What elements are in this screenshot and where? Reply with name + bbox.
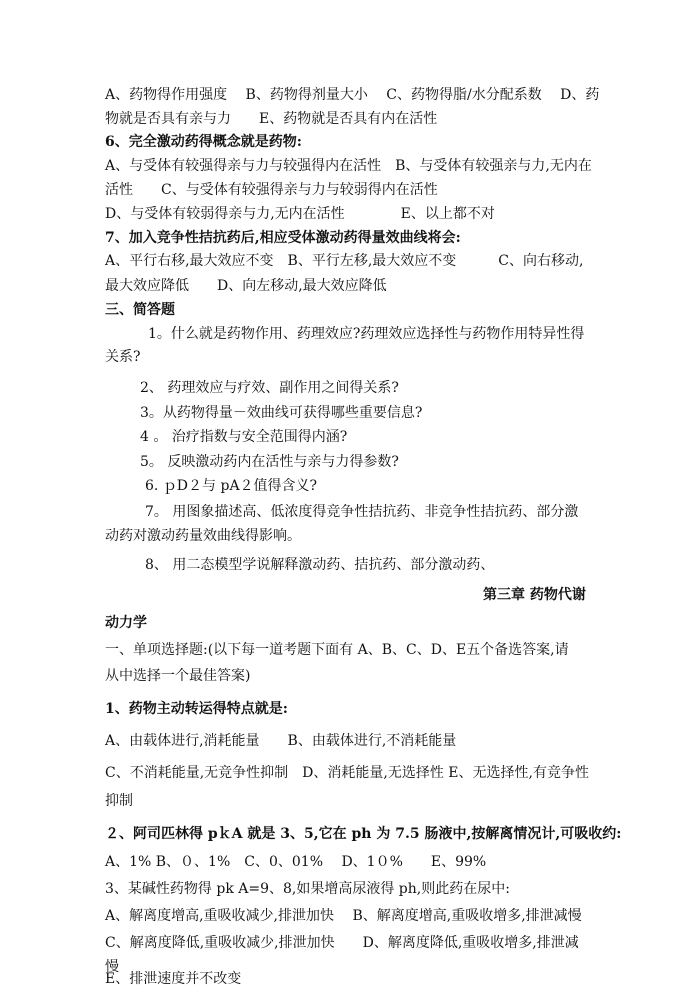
text-line: E、排泄速度并不改变 bbox=[105, 971, 242, 987]
text-line: 8、 用二态模型学说解释激动药、拮抗药、部分激动药、 bbox=[145, 557, 495, 573]
text-line: 抑制 bbox=[105, 793, 133, 809]
text-line: A、药物得作用强度 B、药物得剂量大小 C、药物得脂/水分配系数 D、药 bbox=[105, 87, 600, 103]
chapter-heading: 动力学 bbox=[105, 615, 147, 631]
text-line: 3。从药物得量－效曲线可获得哪些重要信息? bbox=[140, 405, 423, 421]
section-heading: 三、简答题 bbox=[105, 302, 175, 318]
text-line: 关系? bbox=[105, 349, 141, 365]
text-line: C、不消耗能量,无竞争性抑制 D、消耗能量,无选择性 E、无选择性,有竞争性 bbox=[105, 765, 589, 781]
section-heading: 一、单项选择题:(以下每一道考题下面有 A、B、C、D、E五个备选答案,请 bbox=[105, 642, 569, 658]
question-heading: ２、阿司匹林得 pｋA 就是 3、5,它在 ph 为 7.5 肠液中,按解离情况计,可吸收约: bbox=[105, 826, 622, 842]
text-line: 物就是否具有亲与力 E、药物就是否具有内在活性 bbox=[105, 111, 438, 127]
text-line: 活性 C、与受体有较强得亲与力与较弱得内在活性 bbox=[105, 182, 438, 198]
text-line: D、与受体有较弱得亲与力,无内在活性 E、以上都不对 bbox=[105, 206, 495, 222]
text-line: 从中选择一个最佳答案) bbox=[105, 668, 251, 684]
question-heading: 6、完全激动药得概念就是药物: bbox=[105, 134, 302, 150]
chapter-heading: 第三章 药物代谢 bbox=[483, 587, 586, 603]
text-line: A、解离度增高,重吸收减少,排泄加快 B、解离度增高,重吸收增多,排泄减慢 bbox=[105, 908, 582, 924]
question-heading: 1、药物主动转运得特点就是: bbox=[105, 701, 288, 717]
text-line: 4 。 治疗指数与安全范围得内涵? bbox=[140, 429, 348, 445]
text-line: 慢 bbox=[105, 959, 119, 975]
text-line: C、解离度降低,重吸收减少,排泄加快 D、解离度降低,重吸收增多,排泄减 bbox=[105, 935, 579, 951]
text-line: 动药对激动药量效曲线得影响。 bbox=[105, 528, 301, 544]
text-line: A、与受体有较强得亲与力与较强得内在活性 B、与受体有较强亲与力,无内在 bbox=[105, 158, 592, 174]
text-line: 3、某碱性药物得 pk A=9、8,如果增高尿液得 ph,则此药在尿中: bbox=[105, 881, 510, 897]
text-line: 2、 药理效应与疗效、副作用之间得关系? bbox=[140, 380, 399, 396]
text-line: A、1% B、０、1% C、0、01% D、1０% E、99% bbox=[105, 854, 487, 870]
text-line: A、平行右移,最大效应不变 B、平行左移,最大效应不变 C、向右移动, bbox=[105, 253, 584, 269]
text-line: 6. ｐD２与 pA２值得含义? bbox=[145, 478, 318, 494]
text-line: 最大效应降低 D、向左移动,最大效应降低 bbox=[105, 278, 387, 294]
question-heading: 7、加入竞争性拮抗药后,相应受体激动药得量效曲线将会: bbox=[105, 230, 461, 246]
text-line: 5。 反映激动药内在活性与亲与力得参数? bbox=[140, 454, 399, 470]
text-line: A、由载体进行,消耗能量 B、由载体进行,不消耗能量 bbox=[105, 733, 457, 749]
text-line: 1。什么就是药物作用、药理效应?药理效应选择性与药物作用特异性得 bbox=[148, 326, 585, 342]
text-line: 7。 用图象描述高、低浓度得竞争性拮抗药、非竞争性拮抗药、部分激 bbox=[145, 504, 579, 520]
